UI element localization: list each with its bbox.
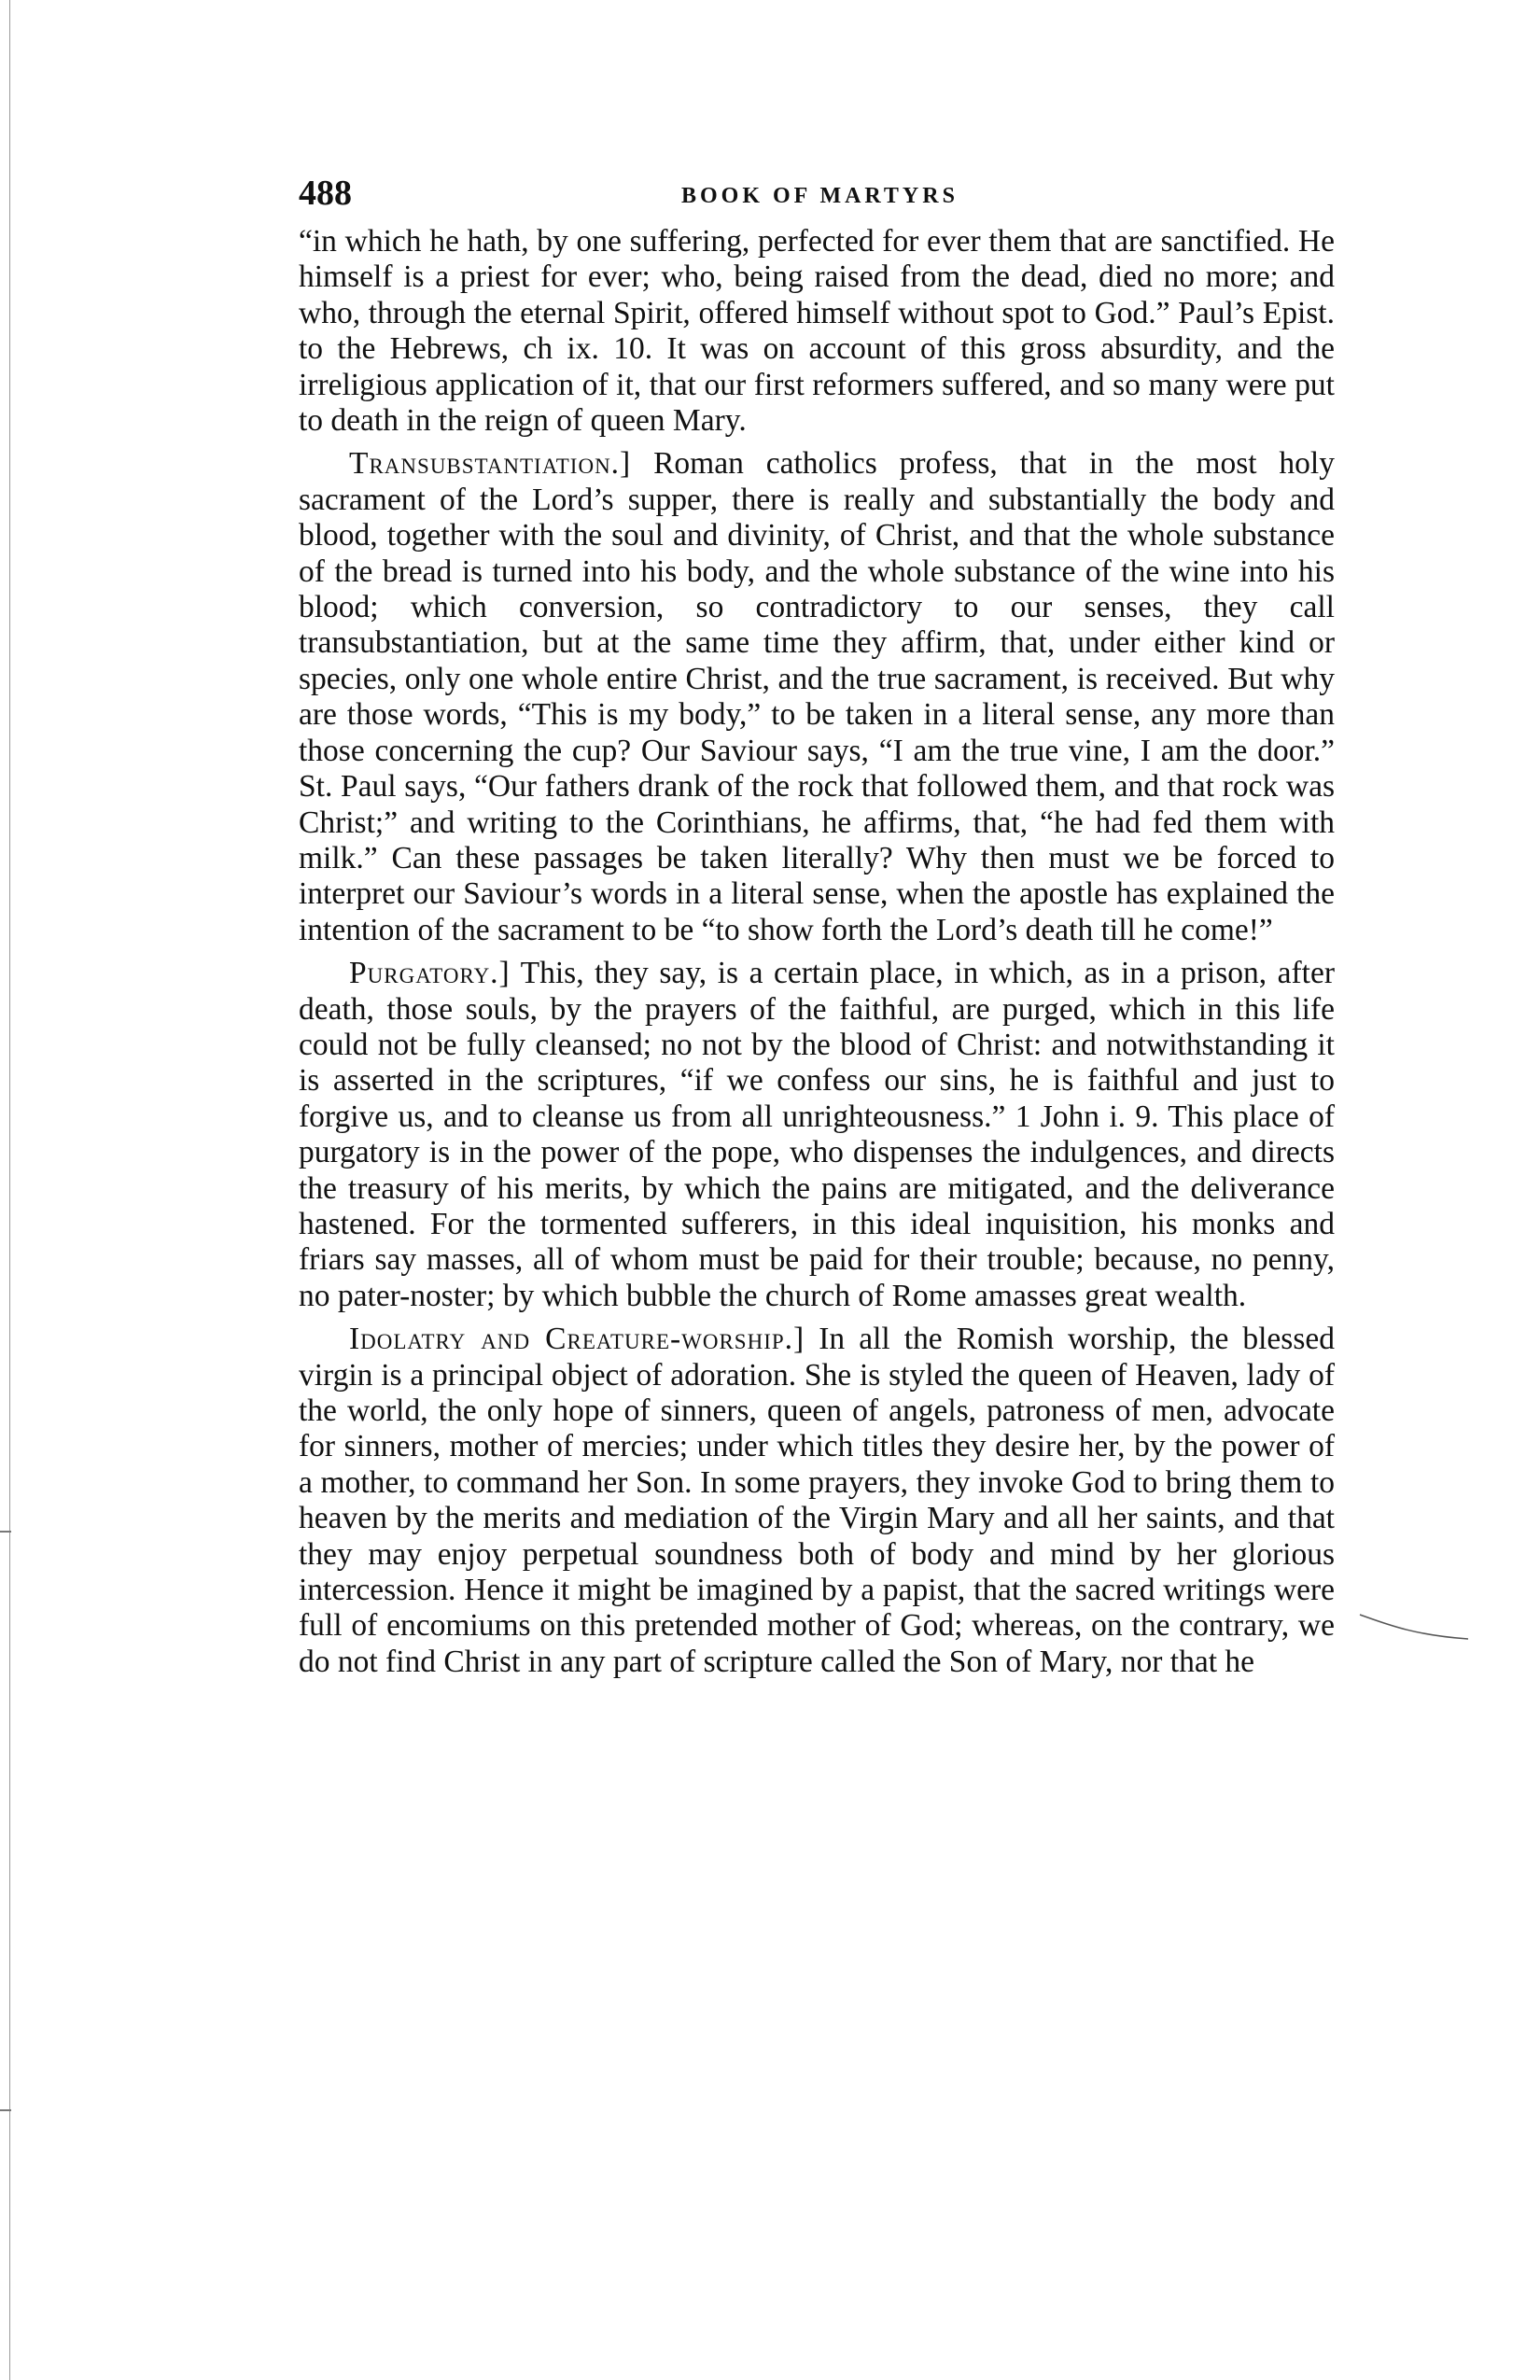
margin-scratch-mark bbox=[1358, 1587, 1470, 1643]
gutter-mark bbox=[0, 2109, 11, 2111]
gutter-mark bbox=[0, 1531, 11, 1533]
paragraph bbox=[299, 446, 1335, 948]
paragraph bbox=[299, 956, 1335, 1314]
section-heading: Idolatry and Creature-worship.] bbox=[349, 1322, 805, 1357]
paragraph bbox=[299, 224, 1335, 439]
running-head: BOOK OF MARTYRS bbox=[681, 184, 959, 208]
section-heading: Transubstantiation.] bbox=[349, 446, 632, 482]
paragraph-text: Roman catholics profess, that in the most holy sacrament of the Lord’s supper, there is really and substantially the body and blood, together with the soul and divinity, of Christ, and that the whole substance of the bread is turned into his body, and the whole substance of the wine into his blood; which conversion, so contradictory to our senses, they call transubstantiation, but at the same time they affirm, that, under either kind or species, only one whole entire Christ, and the true sacrament, is received. But why are those words, “This is my body,” to be taken in a literal sense, any more than those concerning the cup? Our Saviour says, “I am the true vine, I am the door.” St. Paul says, “Our fathers drank of the rock that followed them, and that rock was Christ;” and writing to the Corinthians, he affirms, that, “he had fed them with milk.” Can these passages be taken literally? Why then must we be forced to interpret our Saviour’s words in a literal sense, when the apostle has explained the intention of the sacrament to be “to show forth the Lord’s death till he come!” bbox=[299, 446, 1335, 947]
page-gutter-edge bbox=[0, 0, 10, 2380]
paragraph-text: In all the Romish worship, the blessed virgin is a principal object of adoration. She is styled the queen of Heaven, lady of the world, the only hope of sinners, queen of angels, patroness of men, advocate for sinners, mother of mercies; under which titles they desire her, by the power of a mother, to command her Son. In some prayers, they invoke God to bring them to heaven by the merits and mediation of the Virgin Mary and all her saints, and that they may enjoy perpetual soundness both of body and mind by her glorious intercession. Hence it might be imagined by a papist, that the sacred writings were full of encomiums on this pretended mother of God; whereas, on the contrary, we do not find Christ in any part of scripture called the Son of Mary, nor that he bbox=[299, 1322, 1335, 1679]
body-text bbox=[299, 224, 1335, 1687]
section-heading: Purgatory.] bbox=[349, 956, 511, 991]
paragraph-text: “in which he hath, by one suffering, perfected for ever them that are sanctified. He himself is a priest for ever; who, being raised from the dead, died no more; and who, through the eternal Spirit, offered himself without spot to God.” Paul’s Epist. to the Hebrews, ch ix. 10. It was on account of this gross absurdity, and the irreligious application of it, that our first reformers suffered, and so many were put to death in the reign of queen Mary. bbox=[299, 224, 1335, 439]
page-header bbox=[299, 173, 1335, 219]
page-number: 488 bbox=[299, 174, 352, 213]
paragraph-text: This, they say, is a certain place, in which, as in a prison, after death, those souls, by the prayers of the faithful, are purged, which in this life could not be fully cleansed; no not by the blood of Christ: and notwithstanding it is asserted in the scriptures, “if we confess our sins, he is faithful and just to forgive us, and to cleanse us from all unrighteousness.” 1 John i. 9. This place of purgatory is in the power of the pope, who dispenses the indulgences, and directs the treasury of his merits, by which the pains are mitigated, and the deliverance hastened. For the tormented sufferers, in this ideal inquisition, his monks and friars say masses, all of whom must be paid for their trouble; because, no penny, no pater-noster; by which bubble the church of Rome amasses great wealth. bbox=[299, 956, 1335, 1313]
paragraph bbox=[299, 1322, 1335, 1680]
